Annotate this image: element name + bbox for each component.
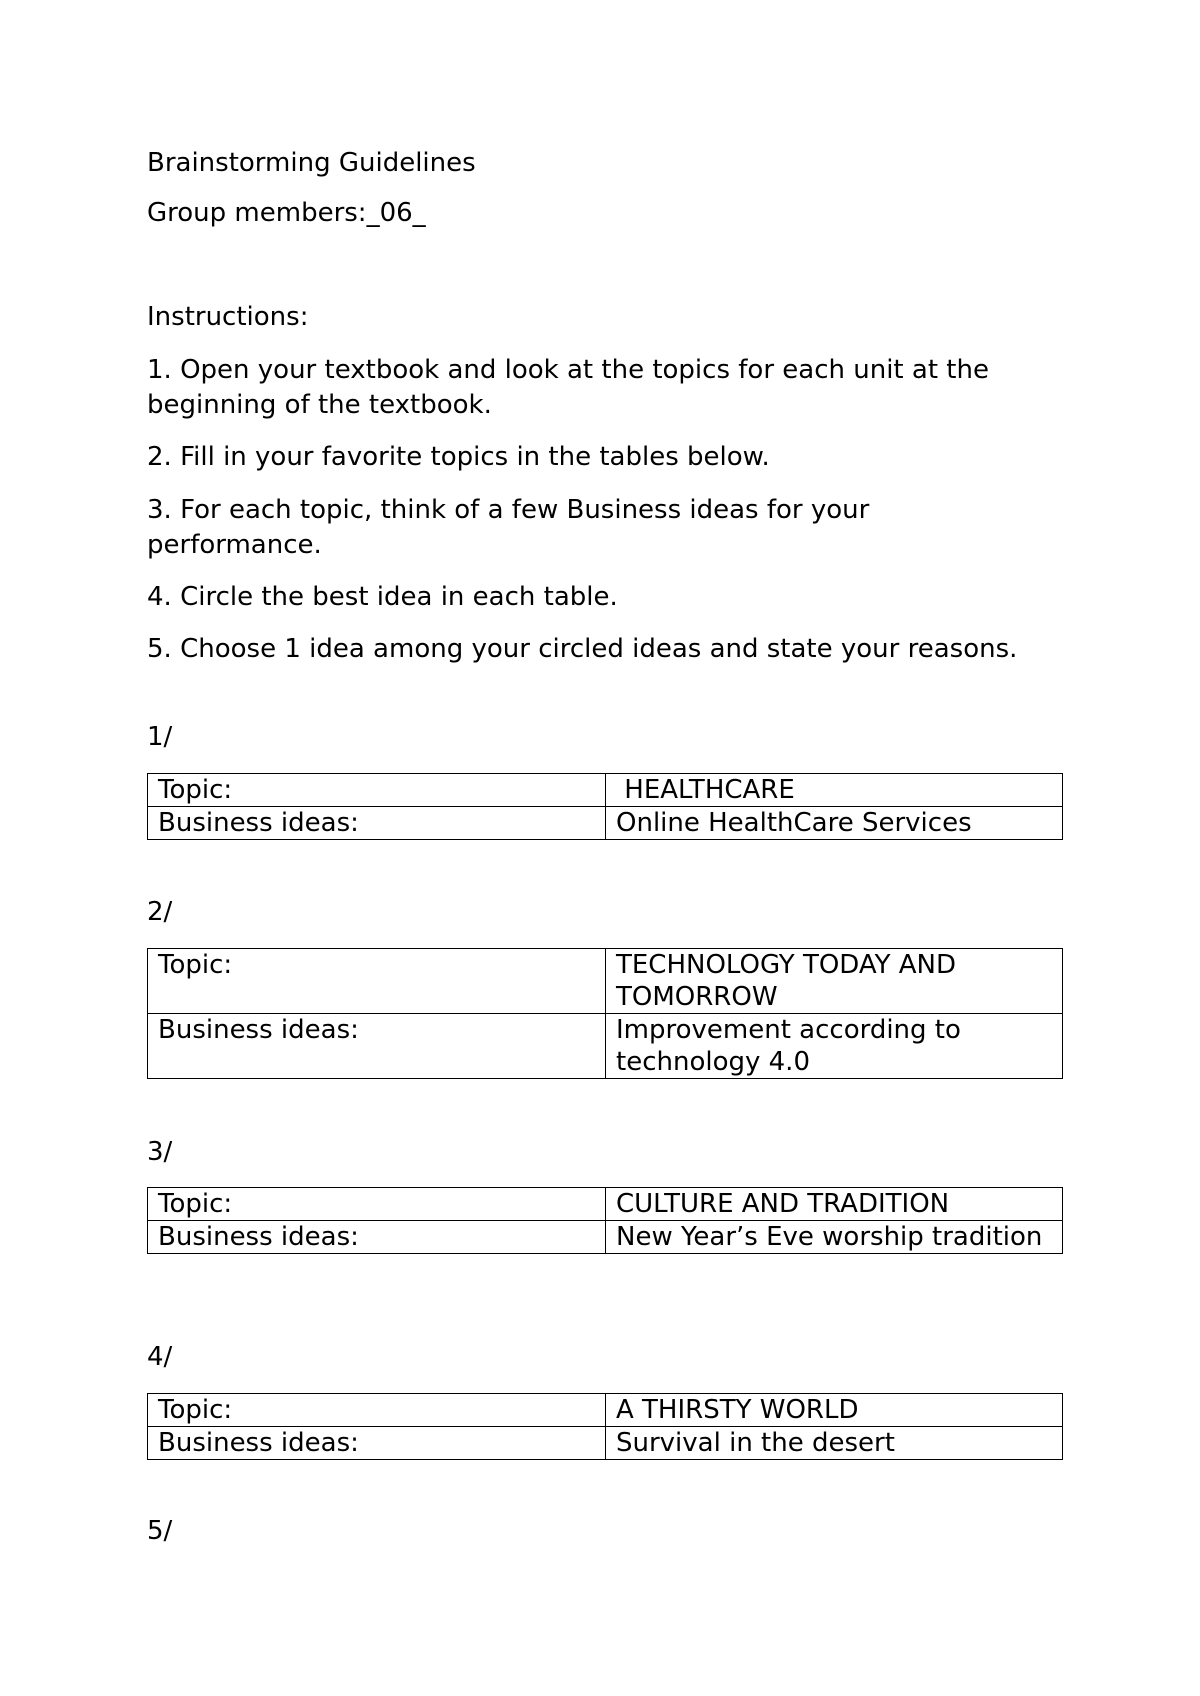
- document-title: Brainstorming Guidelines: [147, 148, 476, 178]
- brainstorm-table-4: [147, 1393, 1063, 1460]
- instructions-heading: Instructions:: [147, 302, 309, 332]
- topic-value: A THIRSTY WORLD: [606, 1394, 1063, 1427]
- instruction-item-5: 5. Choose 1 idea among your circled ideas and state your reasons.: [147, 634, 1018, 664]
- ideas-label: Business ideas:: [148, 1014, 606, 1079]
- topic-value: CULTURE AND TRADITION: [606, 1188, 1063, 1221]
- instruction-item-3: 3. For each topic, think of a few Business ideas for your performance.: [147, 495, 870, 560]
- table-row: [148, 1188, 1063, 1221]
- instruction-item-2: 2. Fill in your favorite topics in the tables below.: [147, 442, 770, 472]
- table-2-label: 2/: [147, 897, 173, 927]
- instruction-item-4: 4. Circle the best idea in each table.: [147, 582, 618, 612]
- topic-label: Topic:: [148, 1188, 606, 1221]
- instruction-item-1: 1. Open your textbook and look at the topics for each unit at the beginning of the textbook.: [147, 355, 989, 420]
- ideas-label: Business ideas:: [148, 807, 606, 840]
- table-5-label: 5/: [147, 1516, 173, 1546]
- ideas-label: Business ideas:: [148, 1427, 606, 1460]
- table-1-label: 1/: [147, 722, 173, 752]
- ideas-label: Business ideas:: [148, 1221, 606, 1254]
- ideas-value: Survival in the desert: [606, 1427, 1063, 1460]
- table-row: [148, 807, 1063, 840]
- brainstorm-table-1: [147, 773, 1063, 840]
- ideas-value: New Year’s Eve worship tradition: [606, 1221, 1063, 1254]
- topic-value: HEALTHCARE: [606, 774, 1063, 807]
- brainstorm-table-3: [147, 1187, 1063, 1254]
- topic-value: TECHNOLOGY TODAY AND TOMORROW: [606, 949, 1063, 1014]
- table-row: [148, 1427, 1063, 1460]
- table-row: [148, 949, 1063, 1014]
- topic-label: Topic:: [148, 1394, 606, 1427]
- table-row: [148, 774, 1063, 807]
- table-row: [148, 1014, 1063, 1079]
- ideas-value: Online HealthCare Services: [606, 807, 1063, 840]
- group-members: Group members:_06_: [147, 198, 426, 228]
- topic-label: Topic:: [148, 774, 606, 807]
- table-row: [148, 1221, 1063, 1254]
- table-4-label: 4/: [147, 1342, 173, 1372]
- table-row: [148, 1394, 1063, 1427]
- ideas-value: Improvement according to technology 4.0: [606, 1014, 1063, 1079]
- table-3-label: 3/: [147, 1137, 173, 1167]
- topic-label: Topic:: [148, 949, 606, 1014]
- brainstorm-table-2: [147, 948, 1063, 1079]
